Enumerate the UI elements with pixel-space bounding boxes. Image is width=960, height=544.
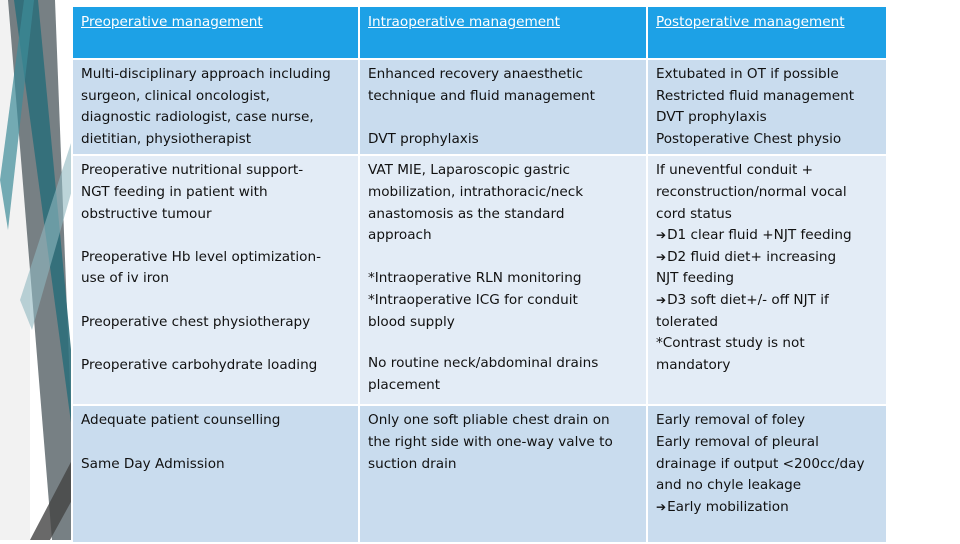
cell-post xyxy=(647,155,887,405)
text-line: obstructive tumour xyxy=(81,205,212,222)
text-line: DVT prophylaxis xyxy=(368,130,479,147)
table-row xyxy=(72,59,887,155)
text-line: Only one soft pliable chest drain on xyxy=(368,412,610,429)
cell-pre xyxy=(72,59,359,155)
cell-intra xyxy=(359,59,647,155)
text-line: D1 clear fluid +NJT feeding xyxy=(667,227,852,244)
text-line: Early removal of foley xyxy=(656,412,806,429)
table-row xyxy=(72,155,887,405)
text-line: DVT prophylaxis xyxy=(656,109,767,126)
text-line: D2 fluid diet+ increasing xyxy=(667,248,837,265)
text-line: Multi-disciplinary approach including xyxy=(81,66,331,82)
cell-pre xyxy=(72,405,359,543)
text-line: mobilization, intrathoracic/neck xyxy=(368,183,584,200)
cell-post xyxy=(647,59,887,155)
cell-intra xyxy=(359,405,647,543)
text-line: anastomosis as the standard xyxy=(368,205,565,222)
text-line: reconstruction/normal vocal xyxy=(656,183,847,200)
text-line: drainage if output <200cc/day xyxy=(656,455,865,472)
text-line: approach xyxy=(368,227,432,244)
text-line: Early removal of pleural xyxy=(656,433,819,450)
arrow-right-icon: ➔ xyxy=(656,228,667,243)
text-line: mandatory xyxy=(656,356,731,373)
text-line: Preoperative chest physiotherapy xyxy=(81,313,311,330)
cell-post xyxy=(647,405,887,543)
text-line: and no chyle leakage xyxy=(656,477,802,494)
text-line: VAT MIE, Laparoscopic gastric xyxy=(368,162,571,179)
text-line: use of iv iron xyxy=(81,270,169,287)
text-line: No routine neck/abdominal drains xyxy=(368,355,599,372)
text-line: Preoperative carbohydrate loading xyxy=(81,356,318,373)
arrow-right-icon: ➔ xyxy=(656,499,667,514)
text-line: *Contrast study is not xyxy=(656,335,805,352)
text-line: If uneventful conduit + xyxy=(656,162,814,179)
arrow-right-icon: ➔ xyxy=(656,249,667,264)
text-line: the right side with one-way valve to xyxy=(368,433,613,450)
text-line: Enhanced recovery anaesthetic xyxy=(368,66,583,82)
text-line: Preoperative nutritional support- xyxy=(81,162,304,179)
text-line: *Intraoperative ICG for conduit xyxy=(368,291,578,308)
text-line: Early mobilization xyxy=(667,498,789,515)
text-line: Same Day Admission xyxy=(81,455,225,472)
text-line: cord status xyxy=(656,205,732,222)
text-line: Restricted fluid management xyxy=(656,87,855,104)
header-preoperative: Preoperative management xyxy=(72,6,359,59)
arrow-right-icon: ➔ xyxy=(656,292,667,307)
perioperative-management-table xyxy=(71,5,888,544)
text-line: placement xyxy=(368,376,441,393)
text-line: suction drain xyxy=(368,455,457,472)
cell-pre xyxy=(72,155,359,405)
text-line: tolerated xyxy=(656,313,719,330)
cell-intra xyxy=(359,155,647,405)
text-line: surgeon, clinical oncologist, xyxy=(81,87,270,104)
text-line: diagnostic radiologist, case nurse, xyxy=(81,109,314,126)
text-line: NGT feeding in patient with xyxy=(81,183,268,200)
text-line: Preoperative Hb level optimization- xyxy=(81,248,321,265)
text-line: D3 soft diet+/- off NJT if xyxy=(667,291,829,308)
table-row xyxy=(72,405,887,543)
text-line: blood supply xyxy=(368,313,455,330)
text-line: Extubated in OT if possible xyxy=(656,66,839,82)
text-line: *Intraoperative RLN monitoring xyxy=(368,270,582,287)
text-line: Postoperative Chest physio xyxy=(656,130,842,147)
text-line: Adequate patient counselling xyxy=(81,412,281,429)
header-row xyxy=(72,6,887,59)
header-postoperative: Postoperative management xyxy=(647,6,887,59)
text-line: NJT feeding xyxy=(656,270,734,287)
text-line: technique and fluid management xyxy=(368,87,595,104)
text-line: dietitian, physiotherapist xyxy=(81,130,252,147)
header-intraoperative: Intraoperative management xyxy=(359,6,647,59)
